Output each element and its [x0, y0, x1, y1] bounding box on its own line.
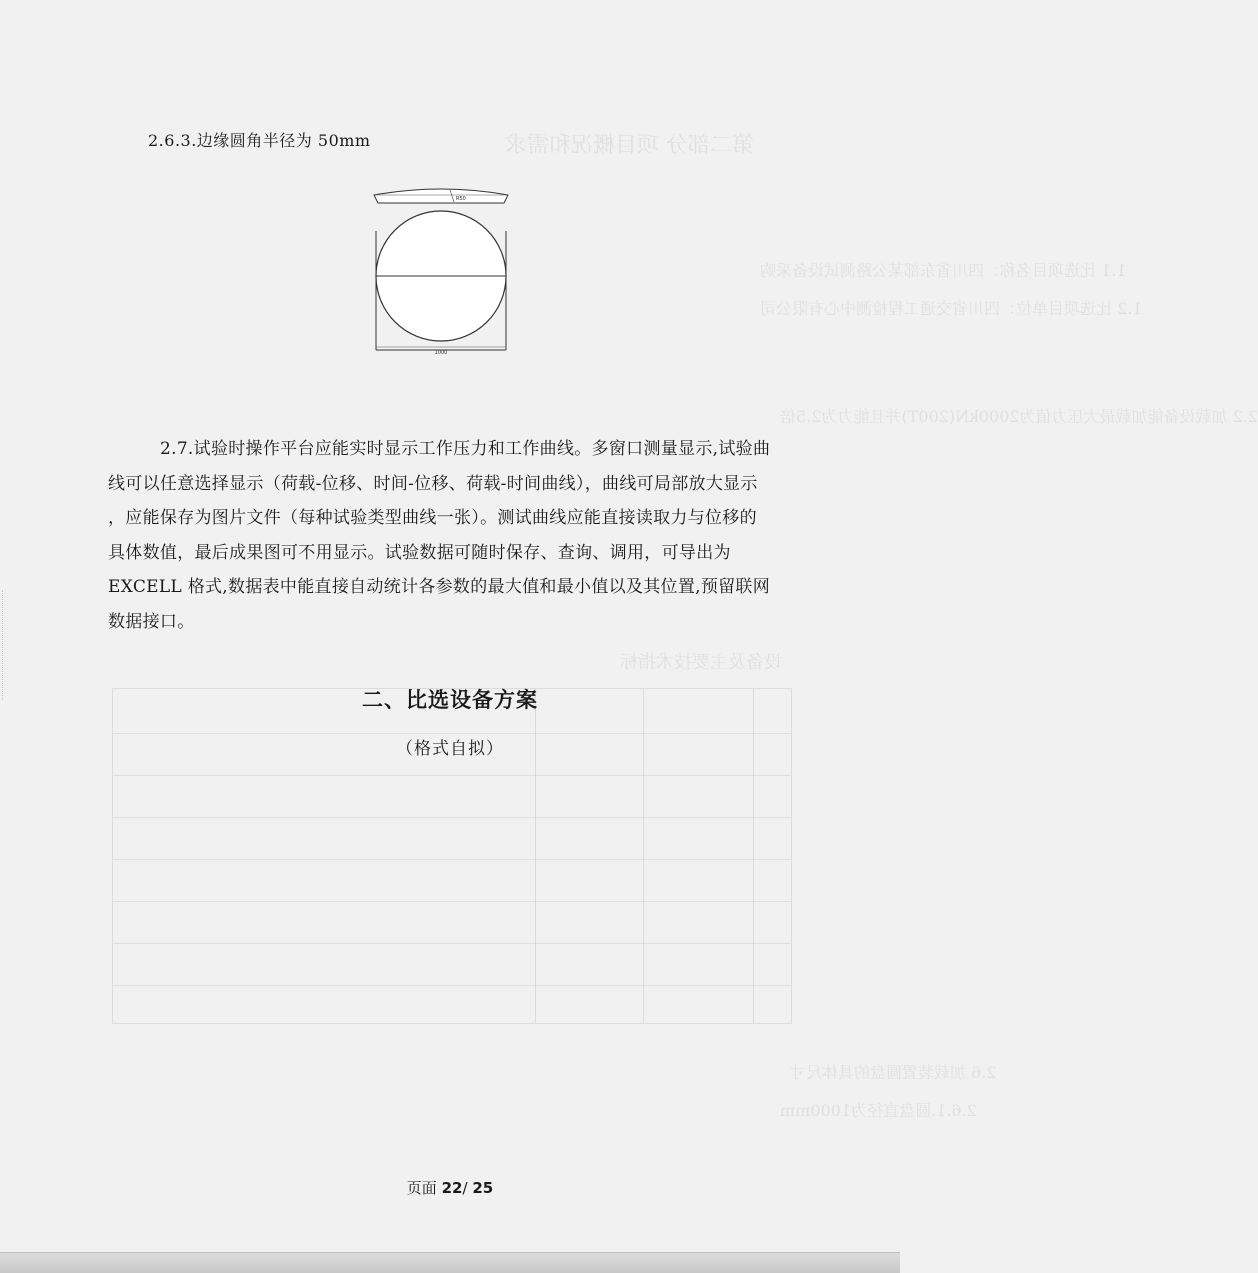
bleed-through-text: 1.1 比选项目名称：四川省东部某公路测试设备采购 — [760, 261, 1127, 280]
bleed-through-text: 2.6.1.圆盘直径为1000mm — [780, 1101, 977, 1120]
page-separator: / — [462, 1179, 468, 1197]
paragraph-line: 具体数值，最后成果图可不用显示。试验数据可随时保存、查询、调用，可导出为 — [108, 542, 731, 563]
clause-edge-radius: 2.6.3.边缘圆角半径为 50mm — [148, 131, 371, 150]
bleed-through-text: 第二部分 项目概况和需求 — [505, 133, 754, 158]
bleed-through-text: 1.2 比选项目单位：四川省交通工程检测中心有限公司 — [760, 299, 1143, 318]
page-number: 22 — [441, 1179, 463, 1197]
section-heading: 二、比选设备方案 — [362, 688, 538, 712]
clause-operation-platform — [108, 432, 796, 640]
bleed-through-text: 2.2 加载设备能加载最大压力值为2000kN(200T)并且能力为2.5倍 — [780, 407, 1258, 426]
footer-prefix: 页面 — [406, 1179, 437, 1197]
page-footer — [0, 1177, 900, 1198]
paragraph-line: ，应能保存为图片文件（每种试验类型曲线一张）。测试曲线应能直接读取力与位移的 — [108, 508, 757, 529]
paragraph-line: 2.7.试验时操作平台应能实时显示工作压力和工作曲线。多窗口测量显示,试验曲 — [160, 439, 771, 459]
circular-plate-drawing — [370, 184, 512, 356]
dimension-label: 1000 — [434, 350, 448, 356]
radius-label: R50 — [456, 196, 466, 202]
bleed-through-text: 设备及主要技术指标 — [620, 652, 782, 673]
section-subheading: （格式自拟） — [396, 739, 504, 759]
page-total: 25 — [472, 1179, 494, 1197]
paragraph-line: EXCELL 格式,数据表中能直接自动统计各参数的最大值和最小值以及其位置,预留联网 — [108, 577, 771, 598]
page-bottom-edge — [0, 1252, 900, 1273]
paragraph-line: 数据接口。 — [108, 611, 195, 632]
paragraph-line: 线可以任意选择显示（荷载-位移、时间-位移、荷载-时间曲线），曲线可局部放大显示 — [108, 473, 758, 494]
bleed-through-text: 2.6 加载装置圆盘的具体尺寸 — [790, 1063, 997, 1082]
